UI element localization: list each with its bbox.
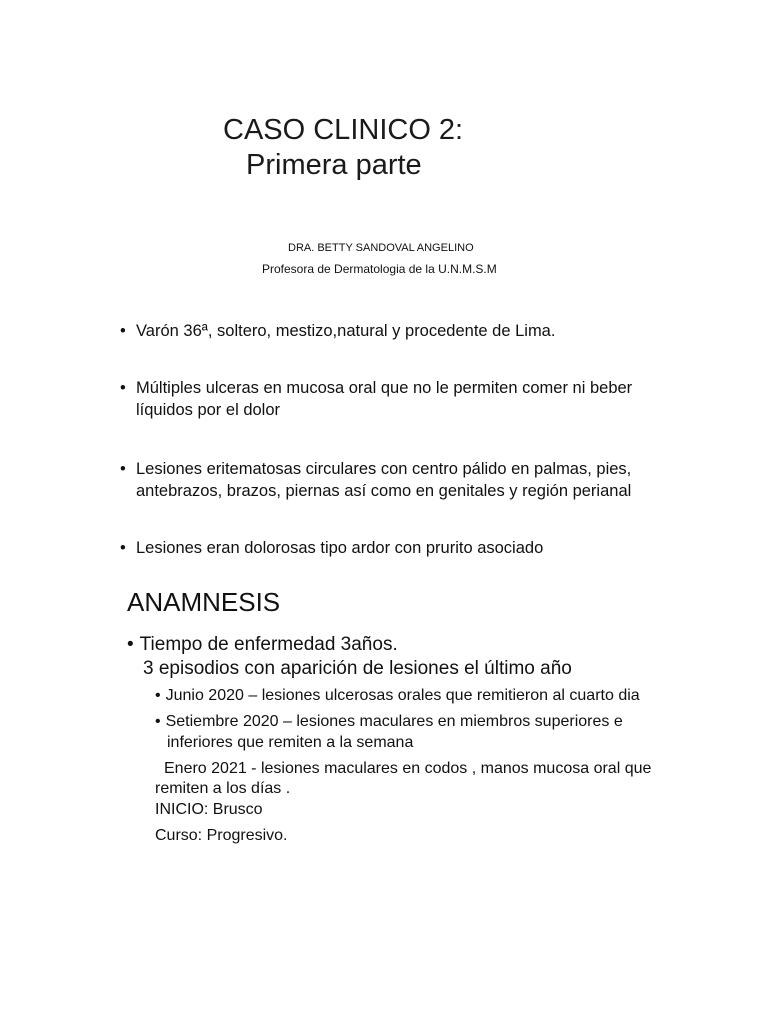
title-line-1: CASO CLINICO 2: [223, 114, 464, 146]
bullet-dot: • [120, 322, 126, 340]
bullet-dot: • [155, 687, 161, 704]
course-text: Curso: Progresivo. [155, 827, 288, 844]
episode-item-1 [155, 686, 640, 706]
episode-item-2 [155, 712, 623, 732]
bullet-dot: • [127, 634, 134, 655]
episode-enero-line-1: Enero 2021 - lesiones maculares en codos , manos mucosa oral que [164, 760, 652, 777]
onset-text: INICIO: Brusco [155, 801, 263, 818]
episodes-summary: 3 episodios con aparición de lesiones el último año [143, 658, 572, 679]
bullet-dot: • [120, 539, 126, 557]
bullet-dot: • [155, 713, 161, 730]
bullet-text: Múltiples ulceras en mucosa oral que no le permiten comer ni beber [136, 379, 633, 397]
episode-text: Setiembre 2020 – lesiones maculares en miembros superiores e [165, 713, 623, 730]
bullet-dot: • [120, 460, 126, 478]
bullet-text-continued: antebrazos, brazos, piernas así como en genitales y región perianal [136, 482, 632, 500]
episode-text-continued: inferiores que remiten a la semana [167, 734, 414, 751]
illness-duration: Tiempo de enfermedad 3años. [139, 634, 398, 655]
episode-text: Junio 2020 – lesiones ulcerosas orales que remitieron al cuarto dia [165, 687, 640, 704]
bullet-text: Lesiones eran dolorosas tipo ardor con prurito asociado [136, 539, 544, 557]
bullet-dot: • [120, 379, 126, 397]
author-role: Profesora de Dermatologia de la U.N.M.S.M [262, 262, 497, 276]
title-line-2: Primera parte [246, 149, 422, 181]
author-name: DRA. BETTY SANDOVAL ANGELINO [288, 242, 474, 254]
anamnesis-main-bullet [127, 633, 398, 657]
bullet-text: Varón 36ª, soltero, mestizo,natural y procedente de Lima. [136, 322, 556, 340]
bullet-text: Lesiones eritematosas circulares con centro pálido en palmas, pies, [136, 460, 632, 478]
bullet-text-continued: líquidos por el dolor [136, 401, 281, 419]
anamnesis-heading: ANAMNESIS [127, 587, 281, 617]
episode-enero-line-2: remiten a los días . [155, 780, 291, 797]
